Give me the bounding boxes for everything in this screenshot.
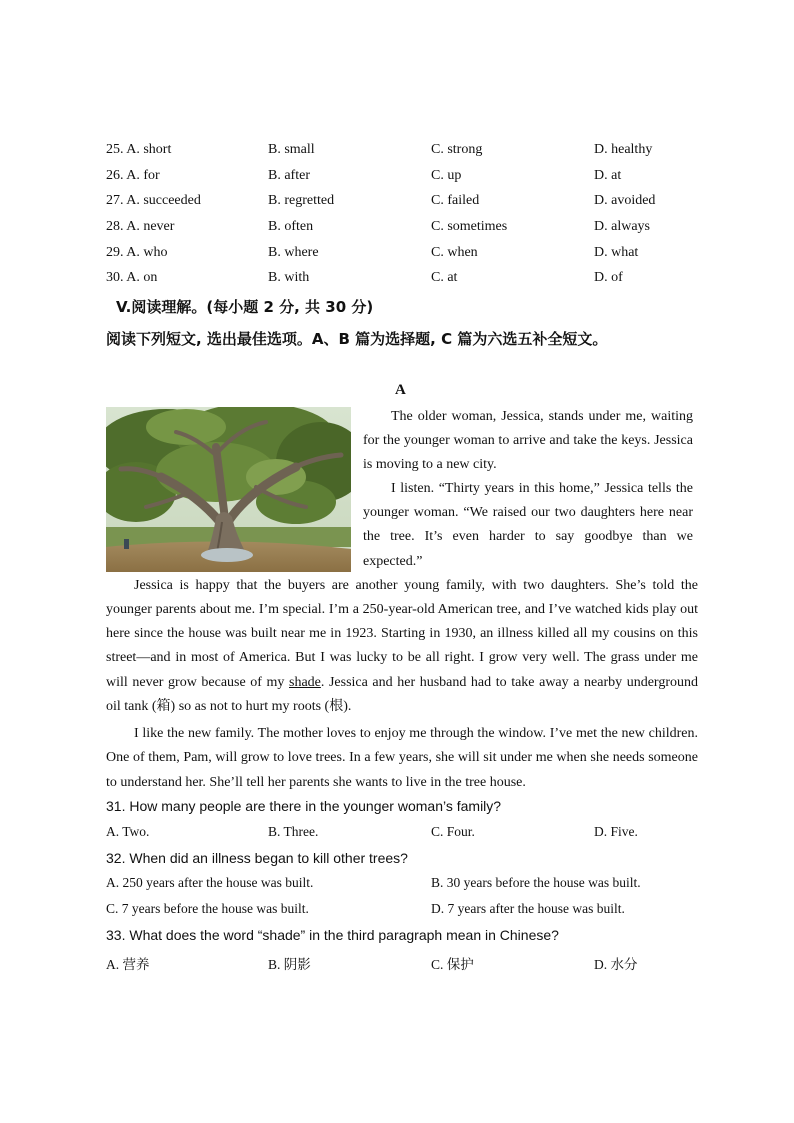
q32-option-b: B. 30 years before the house was built. (431, 875, 641, 890)
option-b: B. with (268, 270, 310, 285)
side-line: The older woman, Jessica, stands under me, waiting (391, 409, 693, 424)
line-text: will never grow because of my (106, 675, 289, 690)
q32-option-a: A. 250 years after the house was built. (106, 875, 314, 890)
tree-photo (106, 407, 351, 572)
option-b: B. often (268, 219, 314, 234)
choice-row-30 (106, 270, 706, 290)
option-b: B. where (268, 245, 319, 260)
option-c: C. strong (431, 142, 483, 157)
option-c: C. sometimes (431, 219, 508, 234)
paragraph-line: street—and in most of America. But I was lucky to be all right. I grow very well. The grass under me (106, 650, 698, 665)
choice-row-29 (106, 245, 706, 265)
paragraph-line: Jessica is happy that the buyers are another young family, with two daughters. She’s told the (134, 578, 698, 593)
paragraph-line: I like the new family. The mother loves to enjoy me through the window. I’ve met the new children. (134, 726, 698, 741)
question-31: 31. How many people are there in the younger woman’s family? (106, 798, 502, 814)
side-line: the tree. It’s even harder to say goodbye than we (363, 529, 693, 544)
passage-label: A (395, 382, 406, 398)
paragraph-line: to understand her. She’ll tell her parents she wants to live in the tree house. (106, 775, 526, 790)
section-instruction: 阅读下列短文, 选出最佳选项。A、B 篇为选择题, C 篇为六选五补全短文。 (106, 330, 608, 348)
option-a: 28. A. never (106, 219, 175, 234)
q32-option-d: D. 7 years after the house was built. (431, 901, 625, 916)
q33-option-c: C. 保护 (431, 957, 474, 972)
option-d: D. healthy (594, 142, 653, 157)
question-33: 33. What does the word “shade” in the third paragraph mean in Chinese? (106, 927, 559, 943)
paragraph-line (106, 673, 698, 693)
q33-option-b: B. 阴影 (268, 957, 311, 972)
side-line: I listen. “Thirty years in this home,” Jessica tells the (391, 481, 693, 496)
option-b: B. after (268, 168, 310, 183)
paragraph-line: One of them, Pam, will grow to love trees. In a few years, she will sit under me when she needs someone (106, 750, 698, 765)
option-a: 30. A. on (106, 270, 158, 285)
option-d: D. what (594, 245, 639, 260)
choice-row-27 (106, 193, 706, 213)
side-line: expected.” (363, 554, 423, 569)
side-line: is moving to a new city. (363, 457, 497, 472)
q32-option-c: C. 7 years before the house was built. (106, 901, 309, 916)
underlined-word-shade: shade (289, 675, 321, 690)
q31-option-d: D. Five. (594, 824, 638, 839)
option-c: C. up (431, 168, 462, 183)
paragraph-line: oil tank (箱) so as not to hurt my roots (根). (106, 699, 352, 714)
paragraph-line: here since the house was built near me in 1923. Starting in 1930, an illness killed all my cousins on this (106, 626, 698, 641)
option-a: 25. A. short (106, 142, 172, 157)
option-b: B. small (268, 142, 315, 157)
option-d: D. of (594, 270, 623, 285)
option-a: 26. A. for (106, 168, 160, 183)
choice-row-26 (106, 168, 706, 188)
option-d: D. always (594, 219, 650, 234)
section-title: V.阅读理解。(每小题 2 分, 共 30 分) (116, 298, 374, 316)
choice-row-25 (106, 142, 706, 162)
side-line: for the younger woman to arrive and take the keys. Jessica (363, 433, 693, 448)
q31-option-c: C. Four. (431, 824, 475, 839)
option-a: 29. A. who (106, 245, 168, 260)
option-c: C. failed (431, 193, 480, 208)
option-a: 27. A. succeeded (106, 193, 201, 208)
line-text: . Jessica and her husband had to take away a nearby underground (320, 675, 698, 690)
option-b: B. regretted (268, 193, 335, 208)
q31-option-a: A. Two. (106, 824, 150, 839)
question-32: 32. When did an illness began to kill other trees? (106, 850, 408, 866)
side-line: younger woman. “We raised our two daughters here near (363, 505, 693, 520)
q31-option-b: B. Three. (268, 824, 319, 839)
option-c: C. at (431, 270, 458, 285)
q33-option-a: A. 营养 (106, 957, 150, 972)
option-c: C. when (431, 245, 478, 260)
option-d: D. at (594, 168, 622, 183)
paragraph-line: younger parents about me. I’m special. I’m a 250-year-old American tree, and I’ve watched kids play out (106, 602, 698, 617)
choice-row-28 (106, 219, 706, 239)
q33-option-d: D. 水分 (594, 957, 638, 972)
option-d: D. avoided (594, 193, 656, 208)
